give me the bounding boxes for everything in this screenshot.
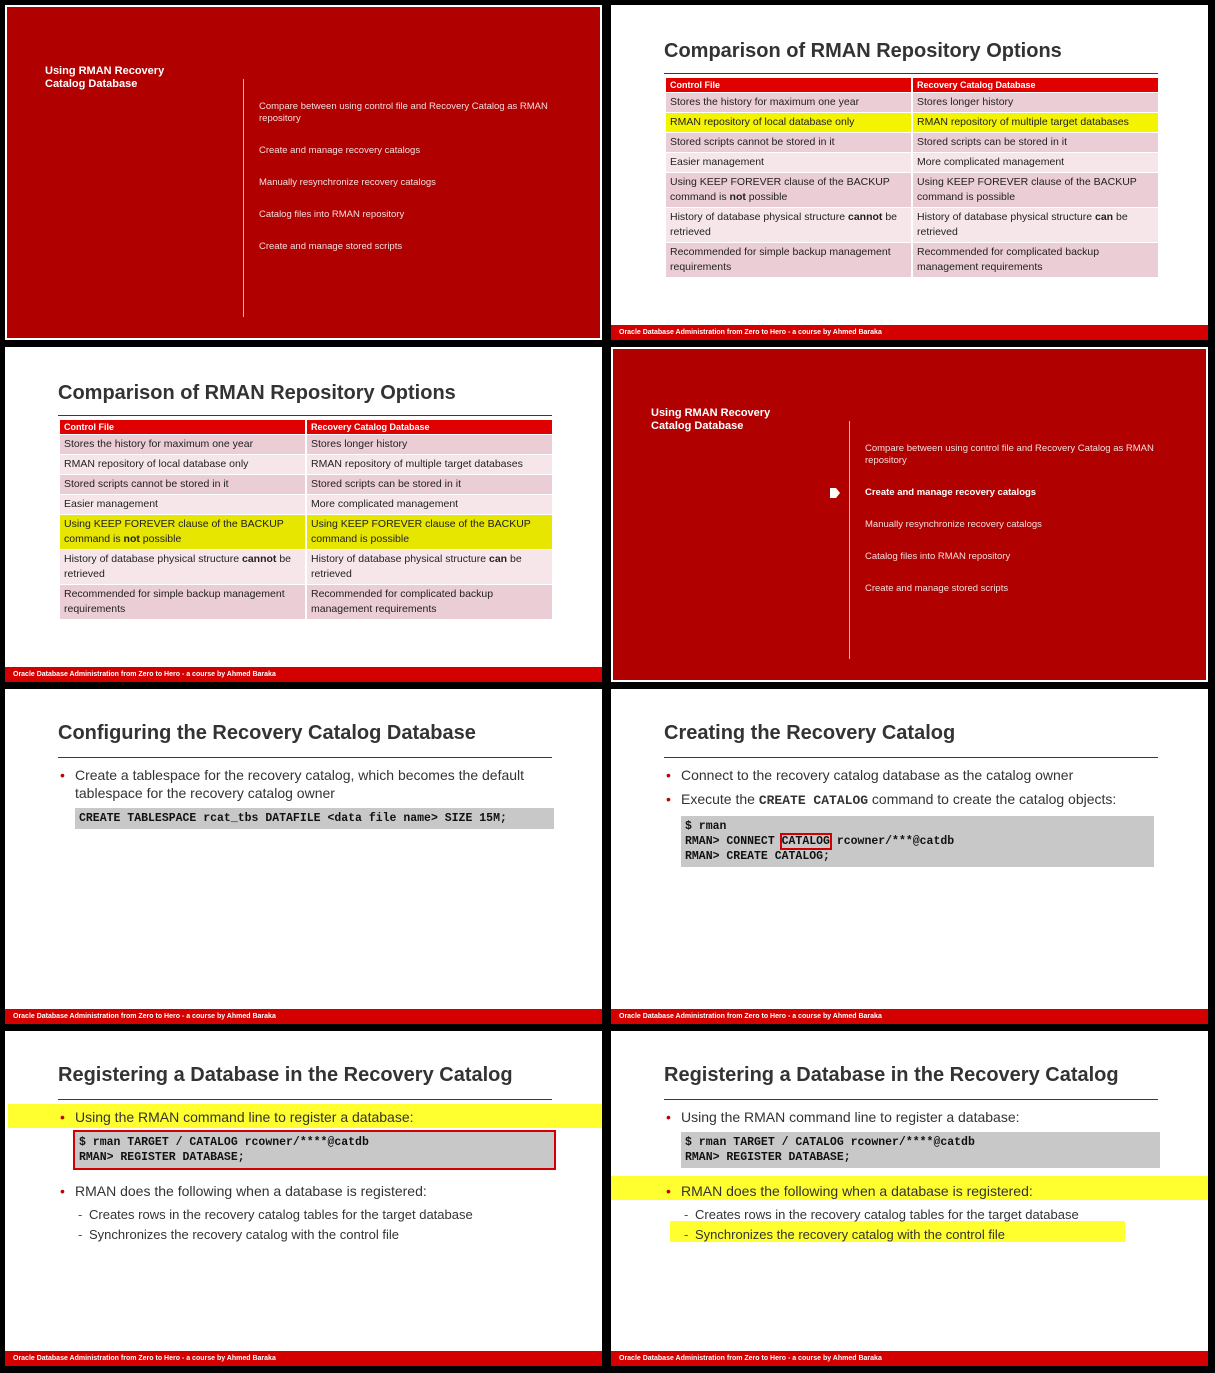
table-row <box>666 243 1158 277</box>
slide-title: Comparison of RMAN Repository Options <box>58 382 456 404</box>
agenda-item: Create and manage stored scripts <box>259 241 403 252</box>
bullet-item: • Create a tablespace for the recovery catalog, which becomes the default tablespace for the recovery catalog owner <box>58 766 552 802</box>
code-text: rcowner/***@catdb <box>829 835 955 848</box>
code-block <box>681 816 1154 867</box>
table-row <box>60 585 552 619</box>
footer: Oracle Database Administration from Zero to Hero - a course by Ahmed Baraka <box>611 325 1208 340</box>
creating-slide <box>611 689 1208 1024</box>
agenda-item: Manually resynchronize recovery catalogs <box>259 177 436 188</box>
bullet-list <box>58 766 552 829</box>
agenda-list <box>259 101 559 273</box>
code-line: $ rman <box>685 820 727 833</box>
slide-title: Registering a Database in the Recovery Catalog <box>58 1064 513 1086</box>
footer: Oracle Database Administration from Zero to Hero - a course by Ahmed Baraka <box>5 1351 602 1366</box>
agenda-title-line2: Catalog Database <box>45 78 138 90</box>
table-header: Control File <box>60 420 305 434</box>
comparison-table <box>664 77 1160 278</box>
sub-item: - Synchronizes the recovery catalog with the control file <box>58 1226 552 1244</box>
table-row <box>60 550 552 584</box>
table-row-highlighted <box>666 113 1158 132</box>
sub-item: - Creates rows in the recovery catalog tables for the target database <box>664 1206 1158 1224</box>
bullet-list <box>58 1108 552 1246</box>
bullet-item <box>664 790 1158 810</box>
bullet-text: command to create the catalog objects: <box>868 791 1117 807</box>
agenda-list <box>865 443 1165 615</box>
table-cell: History of database physical structure can be retrieved <box>307 550 552 584</box>
table-cell: Recommended for simple backup management requirements <box>60 585 305 619</box>
comparison-table <box>58 419 554 620</box>
sub-item: - Synchronizes the recovery catalog with the control file <box>664 1226 1158 1244</box>
bullet-text: Execute the <box>681 791 759 807</box>
registering-slide-a <box>5 1031 602 1366</box>
code-text: RMAN> CONNECT <box>685 835 782 848</box>
divider <box>243 79 244 317</box>
footer: Oracle Database Administration from Zero to Hero - a course by Ahmed Baraka <box>5 667 602 682</box>
table-row <box>60 475 552 494</box>
title-underline <box>58 415 552 416</box>
table-cell: Stored scripts cannot be stored in it <box>60 475 305 494</box>
slide-title: Configuring the Recovery Catalog Database <box>58 722 476 744</box>
table-header: Recovery Catalog Database <box>307 420 552 434</box>
configuring-slide <box>5 689 602 1024</box>
bullet-list <box>664 766 1158 867</box>
code-line <box>685 834 1150 849</box>
table-row <box>60 435 552 454</box>
table-row <box>666 133 1158 152</box>
bullet-item: • RMAN does the following when a database is registered: <box>58 1182 552 1200</box>
table-cell: RMAN repository of local database only <box>666 113 911 132</box>
table-cell: More complicated management <box>307 495 552 514</box>
agenda-item-current: Create and manage recovery catalogs <box>865 487 1037 498</box>
agenda-title-line1: Using RMAN Recovery <box>45 65 165 77</box>
footer: Oracle Database Administration from Zero to Hero - a course by Ahmed Baraka <box>611 1009 1208 1024</box>
code-block <box>75 1132 554 1168</box>
table-cell: Easier management <box>60 495 305 514</box>
sub-item: - Creates rows in the recovery catalog tables for the target database <box>58 1206 552 1224</box>
table-cell: Using KEEP FOREVER clause of the BACKUP command is not possible <box>666 173 911 207</box>
title-underline <box>664 73 1158 74</box>
bullet-item: • Using the RMAN command line to register a database: <box>58 1108 552 1126</box>
slide-title: Registering a Database in the Recovery Catalog <box>664 1064 1119 1086</box>
footer: Oracle Database Administration from Zero to Hero - a course by Ahmed Baraka <box>5 1009 602 1024</box>
agenda-title <box>45 65 164 91</box>
agenda-title-line1: Using RMAN Recovery <box>651 407 771 419</box>
divider <box>849 421 850 659</box>
registering-slide-b <box>611 1031 1208 1366</box>
agenda-item: Create and manage recovery catalogs <box>259 145 421 156</box>
table-cell: Using KEEP FOREVER clause of the BACKUP command is possible <box>307 515 552 549</box>
highlight-box: CATALOG <box>781 835 830 848</box>
code-line: $ rman TARGET / CATALOG rcowner/****@catdb <box>79 1136 369 1149</box>
comparison-slide-a <box>611 5 1208 340</box>
agenda-item: Catalog files into RMAN repository <box>865 551 1011 562</box>
inline-command: CREATE CATALOG <box>758 793 869 808</box>
slide-title: Creating the Recovery Catalog <box>664 722 956 744</box>
code-block <box>75 808 554 829</box>
table-cell: History of database physical structure cannot be retrieved <box>666 208 911 242</box>
bullet-item: • Connect to the recovery catalog database as the catalog owner <box>664 766 1158 784</box>
arrow-pointer-icon <box>829 487 841 499</box>
code-line: CREATE TABLESPACE rcat_tbs DATAFILE <data file name> SIZE 15M; <box>79 812 507 825</box>
agenda-slide-1 <box>5 5 602 340</box>
table-cell: Stores the history for maximum one year <box>60 435 305 454</box>
title-underline <box>58 757 552 758</box>
title-underline <box>664 757 1158 758</box>
table-cell: Stored scripts cannot be stored in it <box>666 133 911 152</box>
table-header: Control File <box>666 78 911 92</box>
bullet-list <box>664 1108 1158 1246</box>
agenda-title <box>651 407 770 433</box>
title-underline <box>664 1099 1158 1100</box>
table-row <box>666 208 1158 242</box>
table-cell: Using KEEP FOREVER clause of the BACKUP command is not possible <box>60 515 305 549</box>
agenda-item: Compare between using control file and Recovery Catalog as RMAN repository <box>259 101 548 124</box>
table-cell: History of database physical structure cannot be retrieved <box>60 550 305 584</box>
code-block <box>681 1132 1160 1168</box>
bullet-item: • RMAN does the following when a database is registered: <box>664 1182 1158 1200</box>
table-cell: More complicated management <box>913 153 1158 172</box>
table-cell: History of database physical structure can be retrieved <box>913 208 1158 242</box>
code-line: $ rman TARGET / CATALOG rcowner/****@catdb <box>685 1136 975 1149</box>
code-line: RMAN> REGISTER DATABASE; <box>79 1151 245 1164</box>
agenda-item: Catalog files into RMAN repository <box>259 209 405 220</box>
table-header: Recovery Catalog Database <box>913 78 1158 92</box>
table-row <box>666 173 1158 207</box>
table-cell: RMAN repository of multiple target databases <box>307 455 552 474</box>
table-cell: Recommended for complicated backup management requirements <box>307 585 552 619</box>
footer: Oracle Database Administration from Zero to Hero - a course by Ahmed Baraka <box>611 1351 1208 1366</box>
table-row <box>666 93 1158 112</box>
agenda-item: Compare between using control file and Recovery Catalog as RMAN repository <box>865 443 1154 466</box>
table-cell: Easier management <box>666 153 911 172</box>
table-cell: RMAN repository of local database only <box>60 455 305 474</box>
table-cell: Stores longer history <box>307 435 552 454</box>
table-cell: Stores the history for maximum one year <box>666 93 911 112</box>
agenda-title-line2: Catalog Database <box>651 420 744 432</box>
table-cell: Using KEEP FOREVER clause of the BACKUP command is possible <box>913 173 1158 207</box>
table-cell: Recommended for simple backup management requirements <box>666 243 911 277</box>
code-line: RMAN> REGISTER DATABASE; <box>685 1151 851 1164</box>
agenda-slide-2 <box>611 347 1208 682</box>
agenda-item: Manually resynchronize recovery catalogs <box>865 519 1042 530</box>
table-cell: Stored scripts can be stored in it <box>307 475 552 494</box>
agenda-item: Create and manage stored scripts <box>865 583 1009 594</box>
table-cell: Stored scripts can be stored in it <box>913 133 1158 152</box>
code-line: RMAN> CREATE CATALOG; <box>685 850 830 863</box>
table-row <box>60 455 552 474</box>
bullet-item: • Using the RMAN command line to register a database: <box>664 1108 1158 1126</box>
table-cell: Stores longer history <box>913 93 1158 112</box>
table-row <box>666 153 1158 172</box>
table-cell: Recommended for complicated backup management requirements <box>913 243 1158 277</box>
comparison-slide-b <box>5 347 602 682</box>
title-underline <box>58 1099 552 1100</box>
table-row <box>60 495 552 514</box>
table-row-highlighted <box>60 515 552 549</box>
slide-title: Comparison of RMAN Repository Options <box>664 40 1062 62</box>
table-cell: RMAN repository of multiple target databases <box>913 113 1158 132</box>
